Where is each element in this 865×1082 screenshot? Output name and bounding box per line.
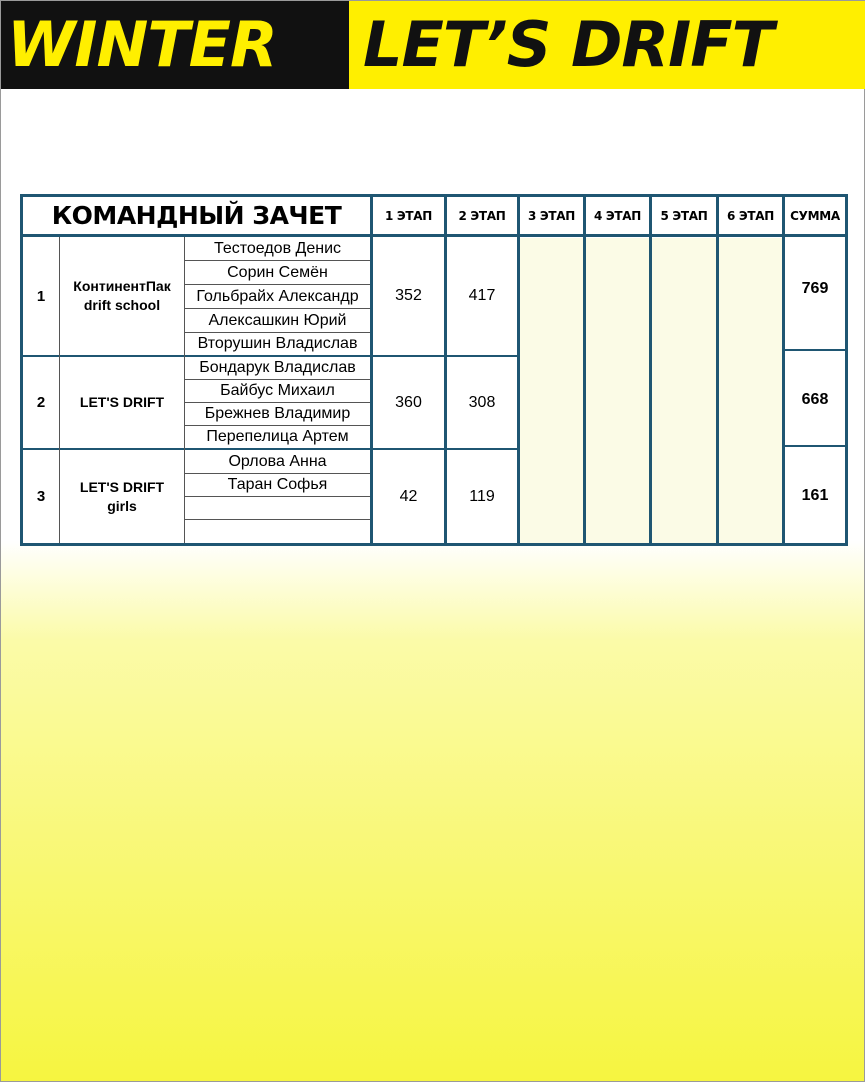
- team-member: Алексашкин Юрий: [208, 311, 347, 329]
- team-name: [60, 237, 184, 355]
- team-name-line2: drift school: [83, 297, 161, 313]
- banner: [1, 1, 865, 89]
- team-member: [185, 497, 370, 519]
- team-member: Тестоедов Денис: [213, 239, 342, 257]
- team-member: Таран Софья: [227, 476, 328, 493]
- team-name: [60, 450, 184, 543]
- team-member: Орлова Анна: [228, 452, 327, 470]
- team-member: Байбус Михаил: [220, 382, 335, 399]
- col-header-stage2: 2 ЭТАП: [458, 208, 506, 223]
- banner-right-panel: [349, 1, 865, 89]
- total-score: 668: [801, 391, 829, 408]
- team-member: Перепелица Артем: [206, 428, 349, 445]
- table-title: КОМАНДНЫЙ ЗАЧЕТ: [51, 201, 342, 230]
- team-place: 2: [36, 394, 46, 411]
- stage2-score: 308: [468, 393, 496, 411]
- team-name: [60, 357, 184, 448]
- team-member: Гольбрайх Александр: [196, 287, 359, 305]
- team-name-line2: girls: [107, 497, 137, 514]
- total-score: 161: [801, 487, 829, 504]
- total-score: 769: [801, 280, 829, 297]
- team-member: Бондарук Владислав: [199, 359, 356, 376]
- col-line-stage3: [517, 194, 520, 546]
- col-header-stage3: 3 ЭТАП: [527, 208, 576, 223]
- team-member: Сорин Семён: [227, 263, 328, 281]
- col-line-stage4: [583, 194, 586, 546]
- col-header-stage6: 6 ЭТАП: [726, 208, 775, 223]
- team-name-line1: КонтинентПак: [73, 278, 171, 294]
- col-line-stage6: [716, 194, 719, 546]
- banner-left-panel: [1, 1, 349, 89]
- team-member: Брежнев Владимир: [204, 405, 351, 422]
- stage2-score: 119: [469, 487, 495, 505]
- col-header-stage5: 5 ЭТАП: [660, 208, 708, 223]
- col-line-stage5: [649, 194, 652, 546]
- banner-winter-text: WINTER: [7, 8, 277, 81]
- team-member: [185, 520, 370, 543]
- team-name-line1: LET'S DRIFT: [79, 478, 165, 495]
- team-place: 3: [36, 488, 46, 505]
- stage2-score: 417: [468, 287, 496, 304]
- col-header-stage4: 4 ЭТАП: [593, 208, 642, 223]
- stage1-score: 360: [395, 393, 422, 411]
- team-standings-table: [20, 194, 848, 546]
- stage1-score: 352: [395, 287, 422, 304]
- stage1-score: 42: [399, 487, 418, 505]
- col-header-stage1: 1 ЭТАП: [384, 208, 433, 223]
- col-header-sum: СУММА: [790, 208, 840, 223]
- team-member: Вторушин Владислав: [197, 335, 358, 352]
- banner-lets-drift-text: LET’S DRIFT: [363, 8, 773, 81]
- team-place: 1: [36, 287, 46, 305]
- team-name-line1: LET'S DRIFT: [79, 394, 165, 410]
